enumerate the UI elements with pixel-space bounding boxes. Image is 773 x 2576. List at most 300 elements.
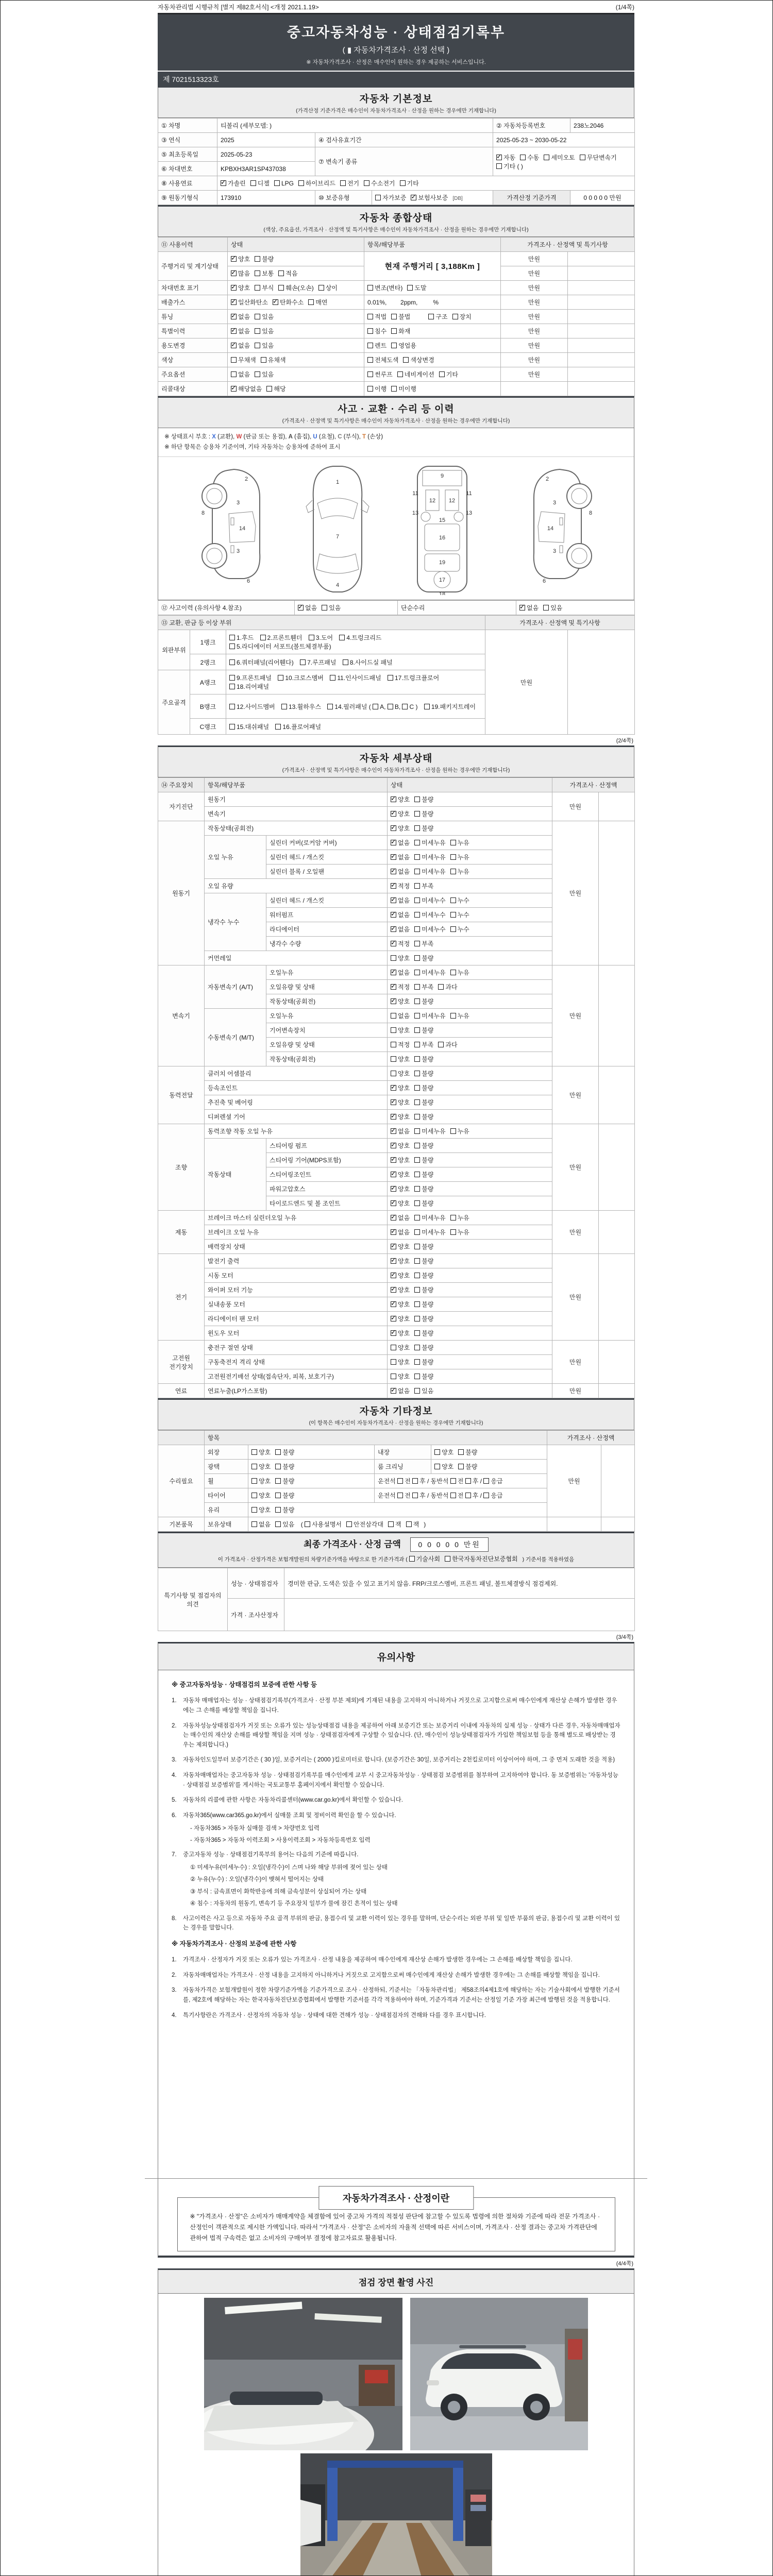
checked-checkbox-icon[interactable] [391,1215,396,1221]
checkbox-option[interactable] [414,1127,445,1136]
checkbox-icon[interactable] [414,796,420,802]
checkbox-icon[interactable] [300,659,306,665]
checkbox-option[interactable] [391,1314,410,1323]
checkbox-option[interactable] [391,1199,410,1208]
checkbox-option[interactable] [391,1228,410,1236]
checkbox-option[interactable] [231,312,250,321]
checked-checkbox-icon[interactable] [391,897,396,903]
checked-checkbox-icon[interactable] [391,1157,396,1163]
checkbox-option[interactable] [458,1448,477,1456]
checkbox-icon[interactable] [229,675,235,681]
checkbox-icon[interactable] [483,1493,489,1498]
checkbox-icon[interactable] [414,811,420,817]
checkbox-option[interactable] [414,1386,433,1395]
checkbox-option[interactable] [414,1213,445,1222]
checkbox-icon[interactable] [414,1273,420,1278]
checkbox-icon[interactable] [414,955,420,961]
checkbox-option[interactable] [261,355,286,364]
checkbox-option[interactable] [251,1477,271,1485]
checkbox-icon[interactable] [483,1478,489,1484]
checkbox-option[interactable] [391,838,410,847]
checkbox-option[interactable] [391,1300,410,1309]
checkbox-option[interactable] [391,882,410,890]
checkbox-icon[interactable] [414,840,420,845]
checkbox-option[interactable] [414,968,445,977]
checkbox-icon[interactable] [403,357,409,363]
checkbox-option[interactable] [231,327,250,335]
checkbox-option[interactable] [388,1520,401,1529]
checkbox-option[interactable] [391,312,410,321]
checkbox-icon[interactable] [412,1493,418,1498]
checkbox-icon[interactable] [255,314,260,319]
checkbox-icon[interactable] [391,386,397,392]
checked-checkbox-icon[interactable] [391,1316,396,1321]
checked-checkbox-icon[interactable] [391,1301,396,1307]
checked-checkbox-icon[interactable] [519,605,525,611]
checkbox-option[interactable] [428,312,447,321]
checkbox-icon[interactable] [414,1042,420,1047]
checkbox-option[interactable] [340,179,359,188]
checkbox-icon[interactable] [278,675,283,681]
checkbox-option[interactable] [275,1477,294,1485]
checkbox-option[interactable] [367,327,386,335]
checkbox-option[interactable] [414,910,445,919]
checkbox-icon[interactable] [450,840,456,845]
checkbox-icon[interactable] [414,984,420,990]
checkbox-option[interactable] [391,853,410,861]
checkbox-icon[interactable] [450,854,456,860]
checkbox-icon[interactable] [414,1099,420,1105]
checkbox-option[interactable] [391,1011,410,1020]
checkbox-icon[interactable] [305,1521,310,1527]
checkbox-icon[interactable] [367,343,373,348]
checkbox-option[interactable] [496,162,523,171]
checkbox-icon[interactable] [343,659,348,665]
checkbox-icon[interactable] [275,1464,281,1469]
checked-checkbox-icon[interactable] [391,1099,396,1105]
checked-checkbox-icon[interactable] [391,840,396,845]
checkbox-icon[interactable] [308,299,314,305]
checkbox-icon[interactable] [412,1478,418,1484]
checkbox-icon[interactable] [439,371,445,377]
checkbox-icon[interactable] [496,163,502,169]
checkbox-icon[interactable] [450,1478,456,1484]
checkbox-option[interactable] [407,283,426,292]
checkbox-icon[interactable] [450,897,456,903]
checkbox-icon[interactable] [318,285,324,291]
checkbox-option[interactable] [409,1554,440,1563]
checkbox-option[interactable] [266,384,285,393]
checkbox-option[interactable] [414,997,433,1006]
checkbox-option[interactable] [275,1520,294,1529]
checkbox-icon[interactable] [339,635,345,640]
checkbox-icon[interactable] [414,912,420,918]
checkbox-option[interactable] [414,838,445,847]
checkbox-icon[interactable] [250,180,256,186]
checkbox-option[interactable] [391,910,410,919]
checkbox-icon[interactable] [391,328,397,334]
checkbox-option[interactable] [322,603,341,612]
checkbox-option[interactable] [414,1170,433,1179]
checked-checkbox-icon[interactable] [391,984,396,990]
checkbox-icon[interactable] [391,314,397,319]
checked-checkbox-icon[interactable] [391,1388,396,1394]
checkbox-icon[interactable] [414,1244,420,1249]
checked-checkbox-icon[interactable] [391,883,396,889]
checkbox-option[interactable] [391,1372,410,1381]
checkbox-option[interactable] [255,283,274,292]
checked-checkbox-icon[interactable] [391,998,396,1004]
checkbox-icon[interactable] [266,386,272,392]
checkbox-option[interactable] [414,795,433,804]
checkbox-icon[interactable] [414,1143,420,1148]
checkbox-icon[interactable] [281,704,287,709]
checkbox-option[interactable] [458,1462,477,1471]
checkbox-icon[interactable] [367,371,373,377]
checkbox-option[interactable] [391,795,410,804]
checkbox-icon[interactable] [414,1157,420,1163]
checkbox-icon[interactable] [275,724,281,730]
checked-checkbox-icon[interactable] [391,869,396,874]
checkbox-icon[interactable] [231,371,237,377]
checkbox-icon[interactable] [391,1042,396,1047]
checkbox-icon[interactable] [391,1345,396,1350]
checkbox-icon[interactable] [251,1507,257,1513]
checkbox-option[interactable] [250,179,270,188]
checked-checkbox-icon[interactable] [391,970,396,975]
checkbox-option[interactable] [414,1040,433,1049]
checkbox-icon[interactable] [402,704,408,709]
checkbox-icon[interactable] [309,635,314,640]
checkbox-icon[interactable] [414,926,420,932]
checkbox-icon[interactable] [544,155,549,160]
checkbox-option[interactable] [391,824,410,833]
checkbox-option[interactable] [231,341,250,350]
checkbox-option[interactable] [275,1462,294,1471]
checked-checkbox-icon[interactable] [231,256,237,262]
checkbox-icon[interactable] [414,941,420,946]
checkbox-icon[interactable] [397,371,403,377]
checkbox-option[interactable] [414,1285,433,1294]
checkbox-option[interactable] [450,1213,469,1222]
checkbox-option[interactable] [231,370,250,379]
checkbox-option[interactable] [231,269,250,278]
checkbox-icon[interactable] [406,1521,412,1527]
checked-checkbox-icon[interactable] [221,180,226,186]
checkbox-option[interactable] [308,298,327,307]
checked-checkbox-icon[interactable] [231,343,237,348]
checkbox-option[interactable] [391,1141,410,1150]
checkbox-option[interactable] [231,283,250,292]
checkbox-option[interactable] [414,824,433,833]
checkbox-option[interactable] [391,1170,410,1179]
checked-checkbox-icon[interactable] [391,1229,396,1235]
checkbox-option[interactable] [452,312,472,321]
checked-checkbox-icon[interactable] [298,605,304,611]
checkbox-option[interactable] [391,1069,410,1078]
checkbox-icon[interactable] [409,1556,415,1562]
checkbox-option[interactable] [414,867,445,876]
checkbox-icon[interactable] [275,1449,281,1455]
checked-checkbox-icon[interactable] [231,386,237,392]
checkbox-icon[interactable] [255,270,260,276]
checkbox-option[interactable] [391,1055,410,1063]
checkbox-option[interactable] [391,384,416,393]
checkbox-icon[interactable] [251,1464,257,1469]
checkbox-icon[interactable] [407,285,413,291]
checkbox-icon[interactable] [520,155,526,160]
checkbox-option[interactable] [450,1011,469,1020]
checkbox-icon[interactable] [255,328,260,334]
checkbox-option[interactable] [414,1098,433,1107]
checkbox-icon[interactable] [388,675,393,681]
checkbox-icon[interactable] [229,724,235,730]
checkbox-icon[interactable] [275,1478,281,1484]
checkbox-icon[interactable] [346,1521,352,1527]
checkbox-icon[interactable] [450,1013,456,1019]
checkbox-option[interactable] [391,1343,410,1352]
checked-checkbox-icon[interactable] [391,1200,396,1206]
checkbox-option[interactable] [414,925,445,934]
checkbox-option[interactable] [251,1491,271,1500]
checkbox-option[interactable] [414,1199,433,1208]
checkbox-icon[interactable] [450,1493,456,1498]
checkbox-option[interactable] [400,179,419,188]
checkbox-option[interactable] [251,1505,271,1514]
checked-checkbox-icon[interactable] [391,1330,396,1336]
checkbox-option[interactable] [580,153,617,162]
checkbox-option[interactable] [274,180,294,187]
checkbox-option[interactable] [414,1184,433,1193]
checkbox-icon[interactable] [434,1464,440,1469]
checkbox-option[interactable] [255,312,274,321]
checkbox-icon[interactable] [391,343,397,348]
checkbox-option[interactable] [414,1300,433,1309]
checkbox-icon[interactable] [465,1493,471,1498]
checked-checkbox-icon[interactable] [391,1114,396,1120]
checkbox-icon[interactable] [229,659,235,665]
checked-checkbox-icon[interactable] [391,854,396,860]
checkbox-icon[interactable] [414,1359,420,1365]
checkbox-icon[interactable] [414,1301,420,1307]
checkbox-icon[interactable] [414,1172,420,1177]
checkbox-option[interactable] [255,370,274,379]
checkbox-option[interactable] [298,179,335,188]
checkbox-option[interactable] [450,867,469,876]
checkbox-icon[interactable] [414,1027,420,1033]
checked-checkbox-icon[interactable] [391,1143,396,1148]
checkbox-option[interactable] [414,1156,433,1164]
checkbox-icon[interactable] [327,704,333,709]
checkbox-option[interactable] [364,179,395,188]
checkbox-option[interactable] [231,384,262,393]
checked-checkbox-icon[interactable] [391,825,396,831]
checkbox-icon[interactable] [414,1258,420,1264]
checkbox-option[interactable] [367,341,386,350]
checkbox-icon[interactable] [251,1521,257,1527]
checkbox-icon[interactable] [450,1128,456,1134]
checkbox-option[interactable] [275,1491,294,1500]
checkbox-icon[interactable] [414,1316,420,1321]
checkbox-icon[interactable] [340,180,346,186]
checkbox-icon[interactable] [391,1056,396,1062]
checkbox-option[interactable] [414,882,433,890]
checkbox-option[interactable] [414,1055,433,1063]
checkbox-option[interactable] [231,298,268,307]
checkbox-option[interactable] [434,1462,453,1471]
checkbox-option[interactable] [391,939,410,948]
checkbox-option[interactable] [439,370,458,379]
checkbox-icon[interactable] [450,926,456,932]
checkbox-icon[interactable] [391,1027,396,1033]
checkbox-icon[interactable] [251,1449,257,1455]
checkbox-icon[interactable] [414,1071,420,1076]
checked-checkbox-icon[interactable] [391,1273,396,1278]
checkbox-option[interactable] [278,269,297,278]
checkbox-option[interactable] [434,1448,453,1456]
checkbox-option[interactable] [391,1213,410,1222]
checked-checkbox-icon[interactable] [273,299,278,305]
checkbox-icon[interactable] [274,180,280,186]
checkbox-icon[interactable] [231,357,237,363]
checkbox-icon[interactable] [414,970,420,975]
checkbox-icon[interactable] [388,704,393,709]
checked-checkbox-icon[interactable] [496,155,502,160]
checkbox-icon[interactable] [229,704,235,709]
checkbox-option[interactable] [450,968,469,977]
checkbox-icon[interactable] [414,897,420,903]
checkbox-icon[interactable] [275,1507,281,1513]
checkbox-icon[interactable] [414,1128,420,1134]
checkbox-icon[interactable] [414,854,420,860]
checkbox-icon[interactable] [450,869,456,874]
checkbox-option[interactable] [367,384,386,393]
checkbox-option[interactable] [414,1271,433,1280]
checkbox-option[interactable] [414,896,445,905]
checked-checkbox-icon[interactable] [391,796,396,802]
checkbox-icon[interactable] [450,970,456,975]
checkbox-option[interactable] [414,1358,433,1366]
checkbox-icon[interactable] [275,1521,281,1527]
checkbox-option[interactable] [367,312,386,321]
checkbox-icon[interactable] [424,704,430,709]
checkbox-icon[interactable] [298,180,304,186]
checkbox-option[interactable] [414,1141,433,1150]
checkbox-option[interactable] [391,896,410,905]
checkbox-icon[interactable] [391,1071,396,1076]
checkbox-option[interactable] [414,939,433,948]
checkbox-option[interactable] [255,327,274,335]
checkbox-icon[interactable] [450,1215,456,1221]
checkbox-option[interactable] [450,896,469,905]
checkbox-option[interactable] [414,1228,445,1236]
checkbox-option[interactable] [221,179,246,188]
checkbox-option[interactable] [414,954,433,962]
checkbox-icon[interactable] [391,1013,396,1019]
checkbox-icon[interactable] [229,643,235,649]
checkbox-option[interactable] [391,1098,410,1107]
checkbox-icon[interactable] [367,328,373,334]
checked-checkbox-icon[interactable] [231,299,237,305]
checkbox-option[interactable] [450,853,469,861]
checkbox-option[interactable] [450,925,469,934]
checkbox-option[interactable] [414,1372,433,1381]
checked-checkbox-icon[interactable] [391,1258,396,1264]
checked-checkbox-icon[interactable] [231,270,237,276]
checkbox-icon[interactable] [275,1493,281,1498]
checkbox-option[interactable] [255,269,274,278]
checkbox-option[interactable] [397,370,434,379]
checkbox-option[interactable] [391,1271,410,1280]
checkbox-option[interactable] [496,153,515,162]
checkbox-icon[interactable] [450,912,456,918]
checkbox-icon[interactable] [367,386,373,392]
checkbox-icon[interactable] [400,180,406,186]
checkbox-option[interactable] [391,1285,410,1294]
checkbox-option[interactable] [318,283,338,292]
checkbox-option[interactable] [438,982,457,991]
checkbox-option[interactable] [391,1127,410,1136]
checkbox-option[interactable] [391,1156,410,1164]
checkbox-icon[interactable] [367,314,373,319]
checkbox-option[interactable] [450,910,469,919]
checkbox-icon[interactable] [260,635,266,640]
checkbox-option[interactable] [414,982,433,991]
checkbox-option[interactable] [231,355,256,364]
checkbox-icon[interactable] [414,1229,420,1235]
checkbox-icon[interactable] [261,357,266,363]
checkbox-icon[interactable] [391,1359,396,1365]
checkbox-option[interactable] [255,255,274,263]
checked-checkbox-icon[interactable] [231,328,237,334]
checkbox-icon[interactable] [414,1330,420,1336]
checked-checkbox-icon[interactable] [411,195,416,200]
checkbox-icon[interactable] [438,1042,444,1047]
checkbox-icon[interactable] [229,635,235,640]
checked-checkbox-icon[interactable] [391,926,396,932]
checkbox-icon[interactable] [388,1521,394,1527]
checkbox-option[interactable] [544,153,575,162]
checkbox-icon[interactable] [255,256,260,262]
checkbox-icon[interactable] [414,1085,420,1091]
checkbox-option[interactable] [450,838,469,847]
checkbox-icon[interactable] [229,684,235,689]
checkbox-option[interactable] [391,1358,410,1366]
checkbox-option[interactable] [414,1343,433,1352]
checkbox-option[interactable] [391,1242,410,1251]
checked-checkbox-icon[interactable] [231,314,237,319]
checkbox-option[interactable] [438,1040,457,1049]
checkbox-icon[interactable] [278,285,284,291]
checkbox-option[interactable] [391,1386,410,1395]
checkbox-option[interactable] [414,1011,445,1020]
checkbox-option[interactable] [414,1329,433,1337]
checkbox-icon[interactable] [414,1374,420,1379]
checkbox-option[interactable] [391,809,410,818]
checked-checkbox-icon[interactable] [391,1287,396,1293]
checkbox-icon[interactable] [375,195,381,200]
checkbox-icon[interactable] [255,343,260,348]
checkbox-icon[interactable] [452,314,458,319]
checkbox-option[interactable] [414,1257,433,1265]
checkbox-option[interactable] [391,1257,410,1265]
checked-checkbox-icon[interactable] [391,1085,396,1091]
checked-checkbox-icon[interactable] [231,285,237,291]
checked-checkbox-icon[interactable] [391,1172,396,1177]
checked-checkbox-icon[interactable] [391,1128,396,1134]
checkbox-icon[interactable] [445,1556,450,1562]
checkbox-icon[interactable] [367,285,373,291]
